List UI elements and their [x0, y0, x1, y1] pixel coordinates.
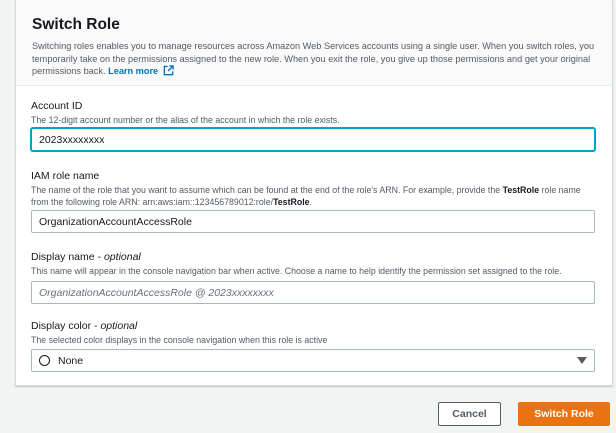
switch-role-button[interactable]: Switch Role — [518, 402, 610, 426]
learn-more-link[interactable]: Learn more — [108, 66, 174, 76]
switch-role-panel — [15, 0, 613, 386]
account-id-label: Account ID — [31, 100, 83, 112]
display-color-hint: The selected color displays in the console navigation when this role is active — [31, 335, 328, 345]
external-link-icon — [163, 65, 174, 76]
display-color-select[interactable] — [31, 349, 595, 372]
panel-header — [16, 0, 612, 86]
description-text: Switching roles enables you to manage resources across Amazon Web Services accounts using a single user. When you switch roles, you temporarily take on the permissions assigned to the new role. When you exit the role, you give up those permissions and get your original permissions back. — [32, 41, 595, 76]
account-id-field — [31, 100, 595, 127]
color-swatch-none-icon — [39, 355, 50, 366]
display-name-input[interactable] — [31, 281, 595, 304]
iam-role-field — [31, 170, 595, 208]
page-description — [32, 40, 596, 78]
account-id-hint: The 12-digit account number or the alias of the account in which the role exists. — [31, 115, 340, 125]
iam-role-hint: The name of the role that you want to assume which can be found at the end of the role's ARN. For example, provide the TestRole role name from the following role ARN: arn:aws:iam::123456789012:role/TestRole. — [31, 185, 581, 207]
iam-role-input[interactable] — [31, 210, 595, 233]
display-name-label: Display name - optional — [31, 251, 141, 263]
display-color-label: Display color - optional — [31, 320, 138, 332]
display-color-field — [31, 320, 595, 367]
account-id-input[interactable] — [31, 128, 595, 151]
caret-down-icon — [577, 357, 587, 364]
display-color-value: None — [58, 354, 84, 367]
page-title: Switch Role — [32, 16, 120, 33]
display-name-field — [31, 251, 595, 278]
cancel-button[interactable]: Cancel — [438, 402, 501, 426]
iam-role-label: IAM role name — [31, 170, 100, 182]
display-name-hint: This name will appear in the console navigation bar when active. Choose a name to help identify the permission set assigned to the role. — [31, 266, 562, 276]
